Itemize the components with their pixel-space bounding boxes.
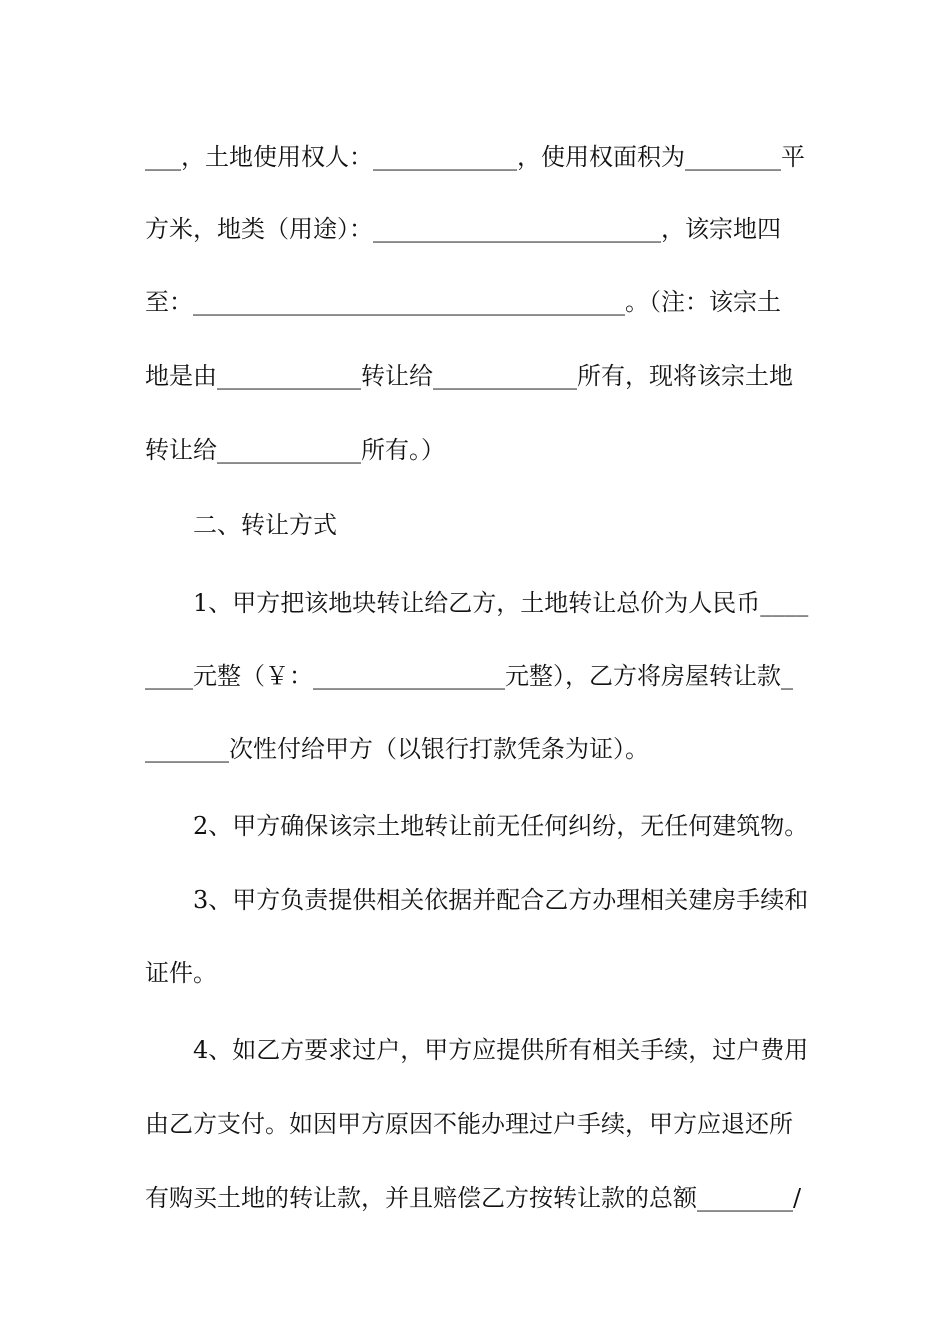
clause-4-line: 由乙方支付。如因甲方原因不能办理过户手续，甲方应退还所	[145, 1110, 793, 1138]
clause-4-line: 有购买土地的转让款，并且赔偿乙方按转让款的总额________/	[145, 1184, 802, 1212]
paragraph-line: 至：____________________________________。（注：该宗土	[145, 288, 781, 316]
paragraph-line: ___，土地使用权人：____________，使用权面积为________平	[145, 143, 805, 171]
paragraph-line: 方米，地类（用途）：________________________，该宗地四	[145, 215, 781, 243]
clause-1-line: ____元整（￥：________________元整），乙方将房屋转让款_	[145, 662, 793, 690]
clause-3-line: 证件。	[145, 959, 217, 987]
paragraph-line: 地是由____________转让给____________所有，现将该宗土地	[145, 362, 793, 390]
paragraph-line: 转让给____________所有。）	[145, 436, 445, 464]
clause-2-line: 2、甲方确保该宗土地转让前无任何纠纷，无任何建筑物。	[193, 812, 809, 840]
clause-4-line: 4、如乙方要求过户，甲方应提供所有相关手续，过户费用	[193, 1036, 809, 1064]
section-heading: 二、转让方式	[193, 511, 337, 539]
clause-1-line: _______次性付给甲方（以银行打款凭条为证）。	[145, 735, 649, 763]
clause-1-line: 1、甲方把该地块转让给乙方，土地转让总价为人民币____	[193, 589, 809, 617]
clause-3-line: 3、甲方负责提供相关依据并配合乙方办理相关建房手续和	[193, 886, 809, 914]
